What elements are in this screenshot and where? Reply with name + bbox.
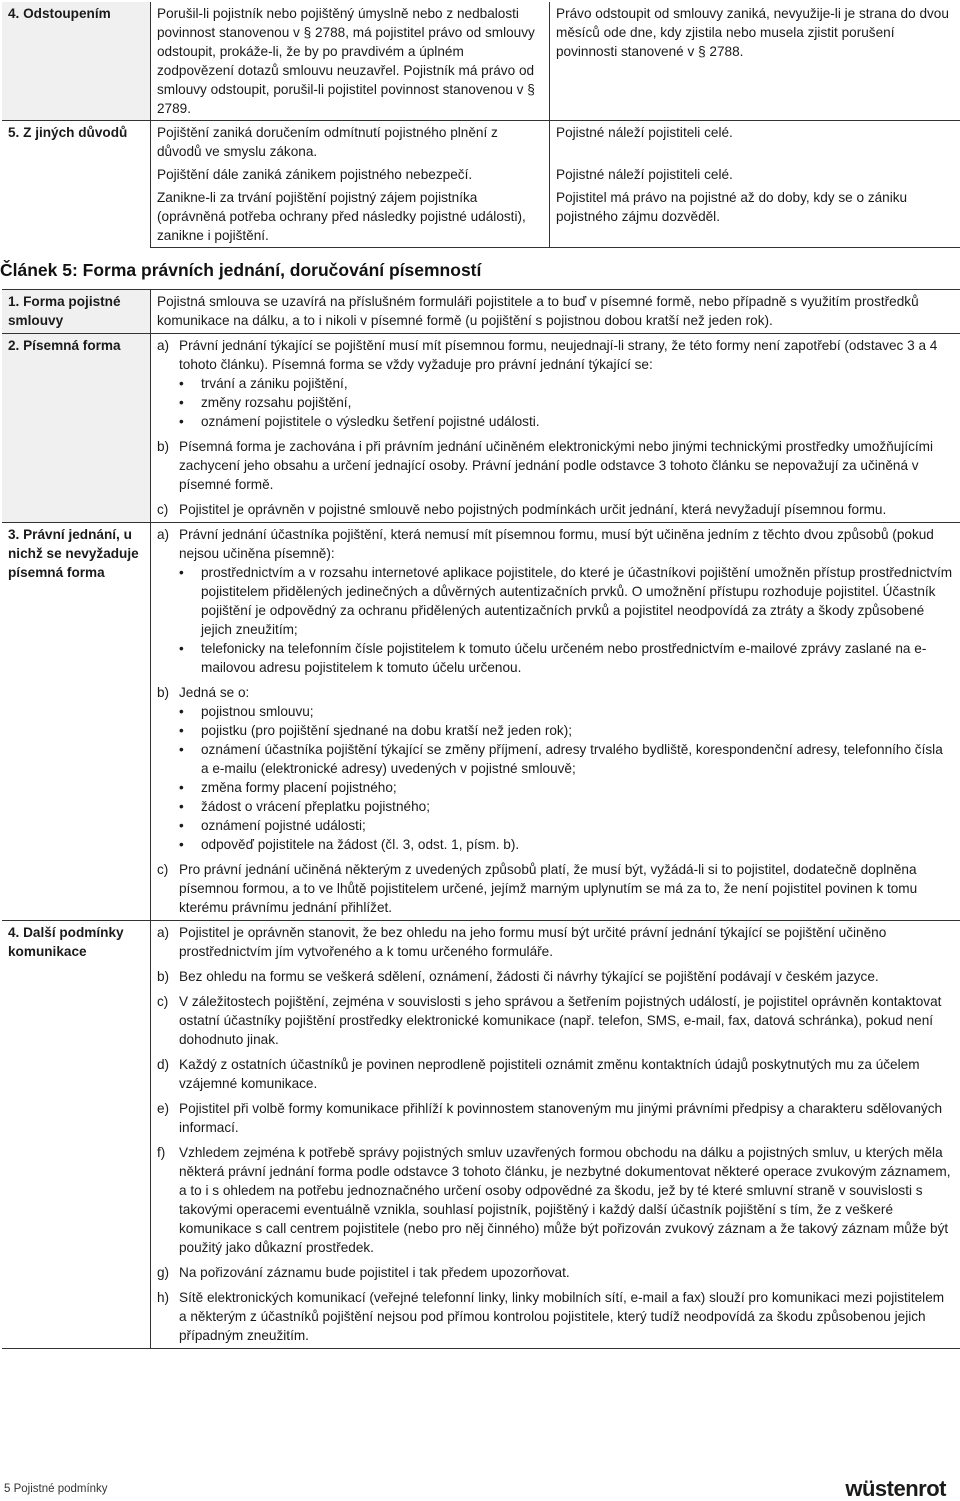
list-item [157,1055,954,1093]
cell-content [151,921,960,1349]
page-footer: 5 Pojistné podmínky [4,1483,108,1496]
item-text: Každý z ostatních účastníků je povinen neprodleně pojistiteli oznámit změnu kontaktních údajů poskytnutých mu za účelem vzájemné komunikace. [179,1055,954,1093]
list-item [157,336,954,431]
list-item [157,923,954,961]
cell-text: Právo odstoupit od smlouvy zaniká, nevyužije-li je strana do dvou měsíců ode dne, kdy zjistila nebo musela zjistit porušení povinnosti stanovené v § 2788. [550,2,960,121]
item-text: Pojistitel je oprávněn stanovit, že bez ohledu na jeho formu musí být určité právní jednání týkající se pojištění učiněno prostřednictvím jím vytvořeného a k tomu určeného formuláře. [179,923,954,961]
item-text: Písemná forma je zachována i při právním jednání učiněném elektronickými nebo jinými technickými prostředky umožňujícími zachycení jeho obsahu a určení jednající osoby. Právní jednání podle odstavce 3 tohoto článku se nepovažují za učiněná v písemné formě. [179,437,954,494]
cell-text: Pojistné náleží pojistiteli celé. [550,163,960,186]
row-label-jine-duvody: 5. Z jiných důvodů [2,121,151,248]
list-item [157,967,954,986]
row-label-odstoupenim: 4. Odstoupením [2,2,151,121]
cell-content [151,523,960,921]
item-text: Vzhledem zejména k potřebě správy pojistných smluv uzavřených formou obchodu na dálku a pojistných smluv, u kterých měla některá právní jednání forma podle odstavce 3 tohoto článku, je nezbytné dokumentovat některé operace zvukovým záznamem, a to i s ohledem na potřebu jednoznačného určení osoby odpovědné za škodu, jež by té které smluvní straně v souvislosti s takovými operacemi eventuálně vznikla, souhlasí pojistník, pojištěný i každý další účastník pojištění s tím, že z veškeré komunikace s call centrem pojistitele (nebo pro něj činného) může být pořizován zvukový záznam a že takový záznam může být použitý jako důkazní prostředek. [179,1143,954,1257]
list-item [157,1099,954,1137]
item-key: c) [157,860,179,917]
bullet-item: • trvání a zániku pojištění, [157,374,954,393]
item-key: c) [157,992,179,1049]
termination-table [2,2,960,248]
item-text: Bez ohledu na formu se veškerá sdělení, oznámení, žádosti či návrhy týkající se pojištění podávají v českém jazyce. [179,967,954,986]
item-text: Pojistitel při volbě formy komunikace přihlíží k povinnostem stanoveným mu jinými právními předpisy a charakteru sdělovaných informací. [179,1099,954,1137]
row-label-pisemna-forma: 2. Písemná forma [2,334,151,523]
item-key: a) [157,525,179,677]
cell-text: Pojistná smlouva se uzavírá na příslušném formuláři pojistitele a to buď v písemné formě, nebo případně s využitím prostředků komunikace na dálku, a to i nikoli v písemné formě (u pojištění s pojistnou dobou kratší než jeden rok). [151,290,960,334]
item-key: h) [157,1288,179,1345]
item-key: g) [157,1263,179,1282]
list-item [157,525,954,677]
bullet-item: • pojistku (pro pojištění sjednané na dobu kratší než jeden rok); [157,721,954,740]
item-text: V záležitostech pojištění, zejména v souvislosti s jeho správou a šetřením pojistných událostí, je pojistitel oprávněn kontaktovat ostatní účastníky pojištění prostředky elektronické komunikace (např. telefon, SMS, e-mail, fax, datová schránka), pokud není dohodnuto jinak. [179,992,954,1049]
item-text: Na pořizování záznamu bude pojistitel i tak předem upozorňovat. [179,1263,954,1282]
item-text: Pojistitel je oprávněn v pojistné smlouvě nebo pojistných podmínkách určit jednání, která nevyžadují písemnou formu. [179,500,954,519]
item-text: Sítě elektronických komunikací (veřejné telefonní linky, linky mobilních sítí, e-mail a fax) slouží pro komunikaci mezi pojistitelem a některým z účastníků pojištění nejsou pod přímou kontrolou pojistitele, který tudíž neodpovídá za škodu způsobenou jejich případným zneužitím. [179,1288,954,1345]
list-item [157,1143,954,1257]
bullet-item: • změny rozsahu pojištění, [157,393,954,412]
bullet-item: • změna formy placení pojistného; [157,778,954,797]
list-item [157,683,954,854]
cell-text: Pojištění dále zaniká zánikem pojistného nebezpečí. [151,163,550,186]
item-text: Pro právní jednání učiněná některým z uvedených způsobů platí, že musí být, vyžádá-li si to pojistitel, dodatečně doplněna písemnou formou, a to ve lhůtě pojistitelem určené, jejímž marným uplynutím se má za to, že není pojistitel povinen k tomu kterému právnímu jednání přihlížet. [179,860,954,917]
item-text: Právní jednání účastníka pojištění, která nemusí mít písemnou formu, musí být učiněna jedním z těchto dvou způsobů (pokud nejsou učiněna písemně): [179,525,954,563]
cell-text: Zanikne-li za trvání pojištění pojistný zájem pojistníka (oprávněná potřeba ochrany před následky pojistné události), zanikne i pojištění. [151,186,550,248]
bullet-item: • prostřednictvím a v rozsahu internetové aplikace pojistitele, do které je účastníkovi pojištění umožněn přístup prostřednictvím pojistitelem přidělených jedinečných a důvěrných autentizačních prvků. O umožnění přístupu rozhoduje pojistitel. Účastník pojištění je odpovědný za ochranu přidělených autentizačních prvků a pojistitel neodpovídá za ztráty a škody způsobené jejich zneužitím; [157,563,954,639]
bullet-list [157,374,954,431]
list-item [157,1263,954,1282]
item-key: d) [157,1055,179,1093]
item-key: e) [157,1099,179,1137]
item-key: f) [157,1143,179,1257]
list-item [157,1288,954,1345]
bullet-list [157,563,954,677]
item-key: a) [157,923,179,961]
cell-text: Pojištění zaniká doručením odmítnutí pojistného plnění z důvodů ve smyslu zákona. [151,121,550,164]
article-table [2,289,960,1349]
bullet-item: • pojistnou smlouvu; [157,702,954,721]
cell-text: Porušil-li pojistník nebo pojištěný úmyslně nebo z nedbalosti povinnost stanovenou v § 2788, má pojistitel právo od smlouvy odstoupit, prokáže-li, že by po pravdivém a úplném zodpovězení dotazů smlouvu neuzavřel. Pojistník má právo od smlouvy odstoupit, porušil-li pojistitel povinnost stanovenou v § 2789. [151,2,550,121]
bullet-item: • žádost o vrácení přeplatku pojistného; [157,797,954,816]
row-label-pravni-jednani: 3. Právní jednání, u nichž se nevyžaduje písemná forma [2,523,151,921]
article-heading: Článek 5: Forma právních jednání, doručování písemností [0,258,481,282]
bullet-list [157,702,954,854]
bullet-item: • oznámení účastníka pojištění týkající se změny příjmení, adresy trvalého bydliště, korespondenční adresy, telefonního čísla a e-mailu (elektronické adresy) uvedených v pojistné smlouvě; [157,740,954,778]
row-label-forma-smlouvy: 1. Forma pojistné smlouvy [2,290,151,334]
item-key: b) [157,683,179,854]
item-key: b) [157,967,179,986]
row-label-dalsi-podminky: 4. Další podmínky komunikace [2,921,151,1349]
list-item [157,860,954,917]
bullet-item: • odpověď pojistitele na žádost (čl. 3, odst. 1, písm. b). [157,835,954,854]
bullet-item: • telefonicky na telefonním čísle pojistitelem k tomuto účelu určeném nebo prostřednictvím e-mailové zprávy zaslané na e-mailovou adresu pojistitelem k tomuto účelu určenou. [157,639,954,677]
item-text: Jedná se o: [179,683,954,702]
bullet-item: • oznámení pojistitele o výsledku šetření pojistné události. [157,412,954,431]
bullet-item: • oznámení pojistné události; [157,816,954,835]
item-key: c) [157,500,179,519]
list-item [157,500,954,519]
wustenrot-logo: wüstenrot [845,1478,946,1500]
item-key: b) [157,437,179,494]
cell-content [151,334,960,523]
item-text: Právní jednání týkající se pojištění musí mít písemnou formu, neujednají-li strany, že této formy není zapotřebí (odstavec 3 a 4 tohoto článku). Písemná forma se vždy vyžaduje pro právní jednání týkající se: [179,336,954,374]
item-key: a) [157,336,179,431]
list-item [157,437,954,494]
list-item [157,992,954,1049]
cell-text: Pojistné náleží pojistiteli celé. [550,121,960,164]
cell-text: Pojistitel má právo na pojistné až do doby, kdy se o zániku pojistného zájmu dozvěděl. [550,186,960,248]
